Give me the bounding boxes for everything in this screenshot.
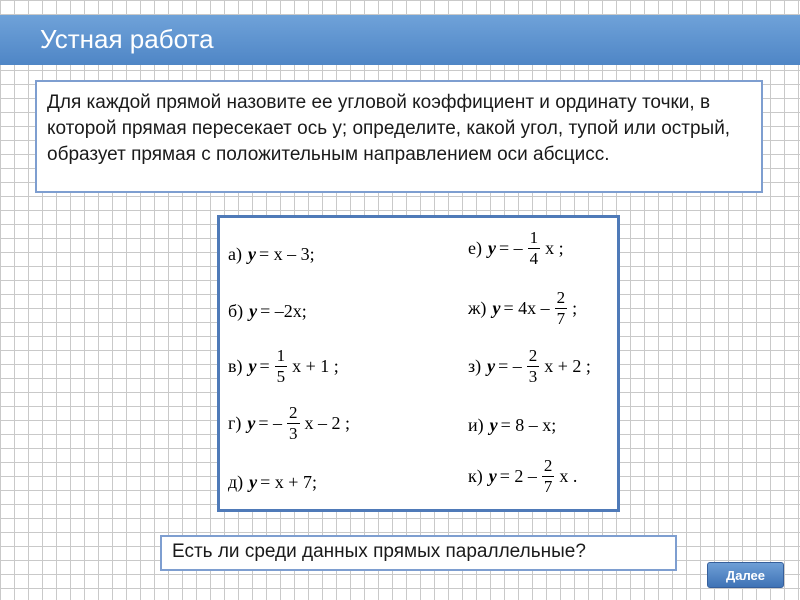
equation-post: x + 2 ; — [544, 356, 591, 376]
equation-lhs: y — [248, 356, 257, 376]
equation-post: x . — [559, 466, 578, 486]
equation-i — [468, 415, 556, 436]
fraction — [528, 228, 541, 269]
title-bar — [0, 15, 800, 65]
equation-d — [228, 472, 317, 493]
equation-rhs: = x + 7; — [260, 472, 317, 492]
equation-lhs: y — [249, 301, 258, 321]
fraction — [542, 456, 555, 497]
numerator: 2 — [289, 403, 298, 422]
numerator: 2 — [556, 288, 566, 307]
equation-lhs: y — [487, 238, 496, 258]
equations-box — [217, 215, 620, 512]
denominator: 7 — [556, 309, 566, 328]
equation-rhs: = –2x; — [260, 301, 307, 321]
equation-pre: = – — [258, 413, 283, 433]
equation-label: з) — [468, 356, 482, 376]
numerator: 2 — [543, 456, 553, 475]
equation-b — [228, 301, 307, 322]
equation-lhs: y — [492, 298, 501, 318]
equation-pre: = 2 – — [499, 466, 537, 486]
equation-lhs: y — [247, 413, 256, 433]
denominator: 3 — [528, 367, 538, 386]
fraction — [555, 288, 568, 329]
equation-lhs: y — [488, 466, 497, 486]
equation-label: в) — [228, 356, 243, 376]
equation-lhs: y — [489, 415, 498, 435]
equation-zh — [468, 288, 577, 329]
question-text: Есть ли среди данных прямых параллельные? — [172, 541, 586, 562]
equation-label: д) — [228, 472, 244, 492]
equation-rhs: = x – 3; — [258, 244, 315, 264]
numerator: 2 — [528, 346, 538, 365]
equation-pre: = — [259, 356, 270, 376]
equation-lhs: y — [249, 472, 258, 492]
fraction — [527, 346, 540, 387]
equation-k — [468, 456, 577, 497]
numerator: 1 — [529, 228, 539, 247]
task-text: Для каждой прямой назовите ее угловой коэффициент и ординату точки, в которой прямая пересекает ось y; определите, какой угол, тупой или острый, образует прямая с положительным направлением оси абсцисс. — [47, 92, 731, 165]
numerator: 1 — [276, 346, 286, 365]
equation-pre: = – — [498, 238, 523, 258]
equation-post: ; — [572, 298, 578, 318]
denominator: 4 — [529, 249, 539, 268]
equation-lhs: y — [247, 244, 256, 264]
equation-e — [468, 228, 564, 269]
equation-label: б) — [228, 301, 244, 321]
task-box — [35, 80, 763, 193]
equation-label: г) — [228, 413, 242, 433]
equation-rhs: = 8 – x; — [500, 415, 557, 435]
question-box — [160, 535, 677, 571]
next-button[interactable]: Далее — [707, 562, 784, 588]
equation-a — [228, 244, 315, 265]
denominator: 7 — [543, 477, 553, 496]
equation-lhs: y — [487, 356, 496, 376]
equation-label: а) — [228, 244, 242, 264]
equation-pre: = – — [498, 356, 522, 376]
equation-label: ж) — [468, 298, 487, 318]
equation-post: x – 2 ; — [304, 413, 351, 433]
equation-label: е) — [468, 238, 482, 258]
equation-pre: = 4x – — [503, 298, 550, 318]
equation-label: и) — [468, 415, 484, 435]
fraction — [287, 403, 300, 444]
equation-label: к) — [468, 466, 483, 486]
denominator: 3 — [289, 424, 298, 443]
equation-post: x + 1 ; — [292, 356, 339, 376]
equation-z — [468, 346, 591, 387]
equation-v — [228, 346, 339, 387]
denominator: 5 — [276, 367, 286, 386]
equation-g — [228, 403, 350, 444]
fraction — [275, 346, 288, 387]
equation-post: x ; — [545, 238, 564, 258]
slide-title: Устная работа — [40, 24, 214, 54]
